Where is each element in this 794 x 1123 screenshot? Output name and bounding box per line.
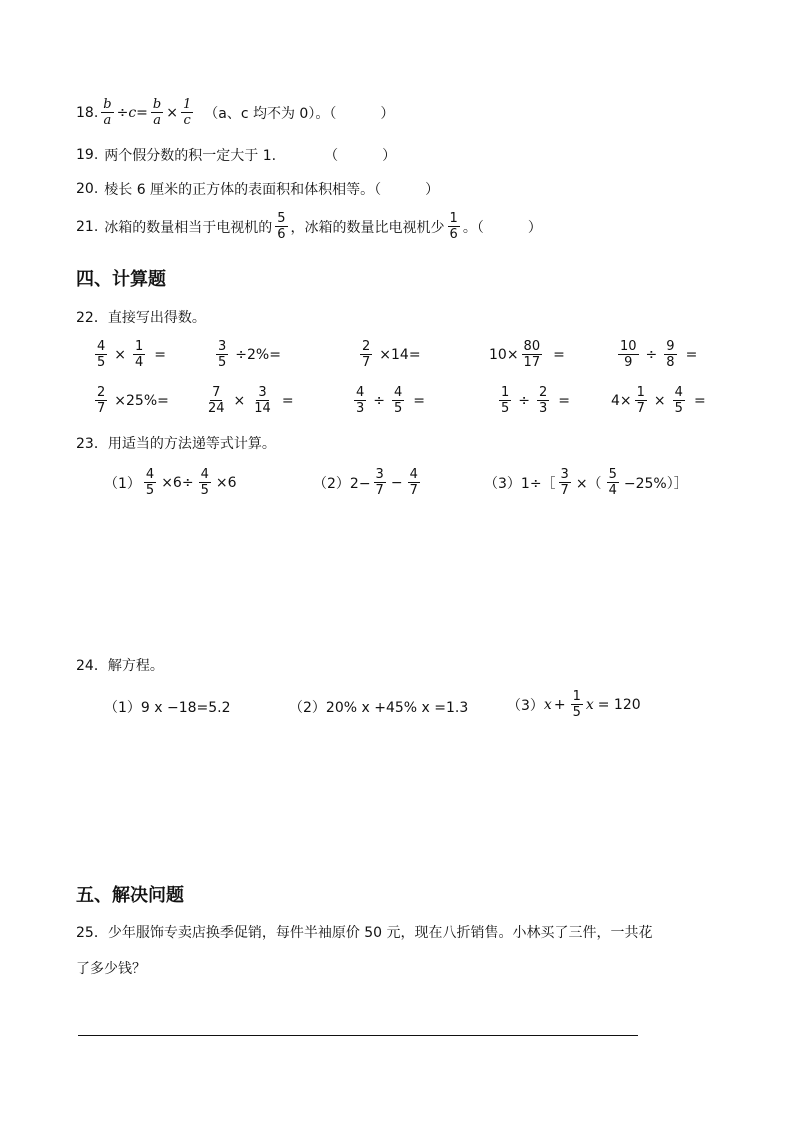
fraction-1-6: $\frac{1}{6}$ [449, 211, 458, 242]
section-4-title: 四、计算题 [76, 269, 166, 290]
fraction-b-over-a-2: $\frac{b}{a}$ [152, 97, 162, 128]
calc-22-5: $\frac{10}{9}$ ÷ $\frac{9}{8}$ = [620, 339, 698, 370]
calc-23-3: （3）1÷［ $\frac{3}{7}$ ×（ $\frac{5}{4}$ −25%）］ [484, 467, 688, 498]
equation-24-3: （3） x + $\frac{1}{5}$ x = 120 [507, 689, 641, 720]
question-25-line-2: 了多少钱？ [76, 961, 146, 977]
equation-24-1: （1）9 x −18=5.2 [104, 700, 231, 716]
calc-22-8: $\frac{4}{3}$ ÷ $\frac{4}{5}$ = [356, 385, 426, 416]
question-21: 21. 冰箱的数量相当于电视机的 $\frac{5}{6}$ ，冰箱的数量比电视机少 $\frac{1}{6}$ 。（ ） [76, 211, 542, 242]
question-24-label: 24．解方程。 [76, 658, 164, 674]
section-5-title: 五、解决问题 [76, 885, 184, 906]
question-18: 18. $\frac{b}{a}$ ÷ c = $\frac{b}{a}$ × $\frac{1}{c}$ （a、c 均不为 0）。（ ） [76, 97, 395, 128]
calc-22-10: 4× $\frac{1}{7}$ × $\frac{4}{5}$ = [611, 385, 706, 416]
question-22-label: 22．直接写出得数。 [76, 310, 206, 326]
calc-22-3: $\frac{2}{7}$ ×14= [362, 339, 421, 370]
answer-line[interactable] [78, 1035, 638, 1036]
question-20: 20. 棱长 6 厘米的正方体的表面积和体积相等。（ ） [76, 181, 440, 198]
calc-23-2: （2）2− $\frac{3}{7}$ − $\frac{4}{7}$ [313, 467, 418, 498]
calc-22-4: 10× $\frac{80}{17}$ = [489, 339, 565, 370]
calc-22-2: $\frac{3}{5}$ ÷2%= [218, 339, 281, 370]
fraction-5-6: $\frac{5}{6}$ [277, 211, 286, 242]
fraction-b-over-a: $\frac{b}{a}$ [103, 97, 112, 128]
question-19: 19. 两个假分数的积一定大于 1. （ ） [76, 147, 397, 164]
question-25-line-1: 25．少年服饰专卖店换季促销，每件半袖原价 50 元，现在八折销售。小林买了三件，一共花 [76, 925, 653, 941]
question-23-label: 23．用适当的方法递等式计算。 [76, 436, 276, 452]
calc-22-6: $\frac{2}{7}$ ×25%= [97, 385, 169, 416]
equation-24-2: （2）20% x +45% x =1.3 [289, 700, 469, 716]
calc-23-1: （1） $\frac{4}{5}$ ×6÷ $\frac{4}{5}$ ×6 [104, 467, 237, 498]
fraction-1-over-c: $\frac{1}{c}$ [182, 97, 192, 128]
calc-22-1: $\frac{4}{5}$ × $\frac{1}{4}$ = [97, 339, 167, 370]
calc-22-7: $\frac{7}{24}$ × $\frac{3}{14}$ = [208, 385, 294, 416]
calc-22-9: $\frac{1}{5}$ ÷ $\frac{2}{3}$ = [501, 385, 571, 416]
